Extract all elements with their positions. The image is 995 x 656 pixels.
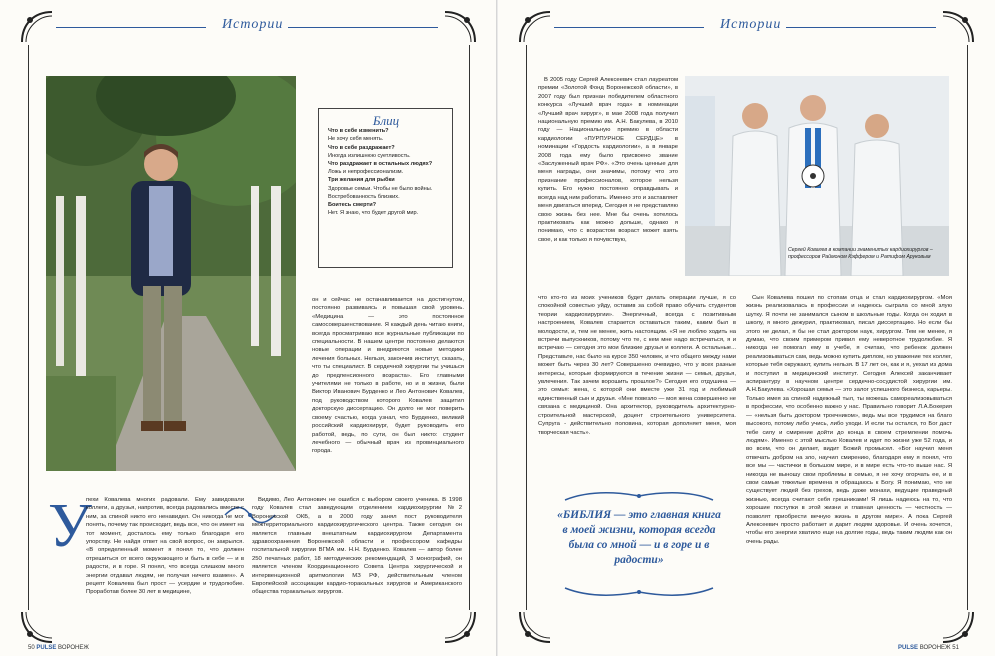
blitz-question: Что в себе изменить? — [328, 128, 389, 135]
header-rule — [786, 27, 936, 28]
paragraph: В 2005 году Сергей Алексеевич стал лауреатом премии «Золотой Фонд Воронежской области», в 2007 году был признан победителем областного конкурса «Лучший врач года» в номинации «Лучший врач хирург», в мае 2008 года получил национальную премию им. А.Н. Бакулева, в 2010 году — Национальную премию в области кардиологии «ПУРПУРНОЕ СЕРДЦЕ» в номинации «Гордость кардиологии», а в январе 2008 года ему было присвоено звание «Заслуженный врач РФ». «Это очень ценные для меня награды, они значимы, потому что это признание профессионалов, которое нельзя купить. Его нужно постоянно оправдывать и всегда над ним работать. Именно это и заставляет меня двигаться вперед. Сегодня я не представляю свою жизнь без нее. Мне бы очень хотелось практиковать как можно дольше, однако я понимаю, что с возрастом возраст может взять свое, и как только я почувствую, — [538, 77, 678, 243]
article-column — [538, 294, 736, 486]
paragraph: что кто-то из моих учеников будет делать операции лучше, я со спокойной совестью уйду, оставив за собой право обучать студентов теории кардиохирургии». Энергичный, всегда с позитивным настроением, Ковалев старается оставаться таким, каким был в молодости, и, тем не менее, жить настоящим. «Я не люблю ходить на встречи выпускников, потому что те, с кем мне надо встречаться, я и встречаю — сегодня это мои близкие друзья и коллеги. А остальные... Представьте, нас было на курсе 350 человек, и что общего между нами может быть через 30 лет? Совершенно очевидно, что у всех разные интересы, которые формируются в течение жизни — семья, друзья, увлечения. Так зачем ворошить прошлое?» Сегодня его отдушина — это семья: жена, с которой они вместе уже 31 год и любимый единственный сын и друзья. «Мне повезло — моя жена совершенно не связана с медициной. Она архитектор, руководитель архитектурно-строительной мастерской, доцент строительного университета. Супруга - действительно половина, которая дополняет меня, моя творческая часть». — [538, 295, 736, 436]
paragraph: он и сейчас не останавливается на достигнутом, постоянно развиваясь и повышая свой уровень. «Медицина — это постоянное самосовершенствование. Я каждый день читаю книги, всегда просматриваю все журнальные публикации по специальности. В нашем центре постоянно делаются новые операции и внедряются новые методики лечения больных. Нельзя, закончив институт, сказать, что ты специалист. В сердечной хирургии ты учишься до предпенсионного возраста». Его главными учителями не только в работе, но и в жизни, были Виктор Иванович Бурденко и Лео Антонович Ковалев, под руководством которого Ковалев защитил докторскую диссертацию. Он долго не мог поверить своему счастью, когда узнал, что Бурденко, великий российский кардиохирург, будет руководить его работой, ведь, по сути, он был никто: студент лечебного — обычный врач из провинциального города. — [312, 297, 464, 455]
header-rule — [554, 27, 704, 28]
header-rule — [56, 27, 206, 28]
blitz-title: Блиц — [372, 113, 400, 128]
ornament-corner-icon — [20, 10, 54, 44]
ornament-corner-icon — [941, 10, 975, 44]
brand-city: ВОРОНЕЖ — [919, 645, 951, 651]
brand-name: PULSE — [898, 645, 919, 651]
frame-line — [526, 45, 527, 610]
header-rule — [288, 27, 438, 28]
article-column — [252, 496, 462, 614]
page-footer — [28, 645, 89, 651]
blitz-question: Что раздражает в остальных людях? — [328, 161, 433, 168]
page-number: 50 — [28, 645, 35, 651]
blitz-answer: Ложь и непрофессионализм. — [328, 169, 404, 176]
frame-line — [469, 45, 470, 610]
portrait-photo — [46, 76, 296, 471]
paragraph: пехи Ковалева многих радовали. Ему завидовали коллеги, а друзья, напротив, всегда радовались вместе с ним, за спиной никто его ненавидел. Он никогда не мог понять, почему так происходит, ведь все, что он имеет на тот момент, досталось ему только благодаря его упорству. Не найдя ответ на свой вопрос, он закрылся. «В определенный момент я понял то, что должен отрешиться от всего окружающего и быть в себе — и в радости, и в горе. Я понял, что всегда слишком много энергии отдавал людям, не получая ничего взамен». А рецепт Ковалева был прост — усердие и трудолюбие. Проработав более 30 лет в медицине, — [86, 497, 244, 596]
blitz-answer: Не хочу себя менять. — [328, 136, 384, 143]
ornament-corner-icon — [443, 610, 477, 644]
article-column — [48, 492, 244, 614]
article-column — [538, 76, 678, 288]
paragraph: Видимо, Лео Антонович не ошибся с выбором своего ученика. В 1998 году Ковалев стал заведующим отделением кардиохирургии №2 Воронежской ОКБ, а в 2000 году занял пост руководителя межтерриториального кардиохирургического центра. Также сегодня он является главным внештатным кардиохирургом Департамента здравоохранения Воронежской области и профессором кафедры госпитальной хирургии ВГМА им. Н.Н. Бурденко. Ковалев — автор более 250 печатных работ, 18 методических рекомендаций, 3 монографий, он является членом Координационного Совета Центра хирургической и интервенционной аритмологии МЗ РФ, действительным членом Европейской ассоциации кардио-торакальных хирургов и Американского общества торакальных хирургов. — [252, 497, 462, 596]
frame-line — [967, 45, 968, 610]
pull-quote: «БИБЛИЯ — это главная книга в моей жизни, которая всегда была со мной — и в горе и в радости» — [557, 509, 721, 566]
brand-city: ВОРОНЕЖ — [58, 645, 89, 651]
brand-name: PULSE — [36, 645, 57, 651]
blitz-answer: Нет. Я знаю, что будет другой мир. — [328, 210, 419, 217]
blitz-question: Что в себе раздражает? — [328, 144, 395, 151]
page-footer — [898, 645, 959, 651]
article-column — [746, 294, 952, 614]
article-column — [312, 296, 464, 488]
ornament-corner-icon — [941, 610, 975, 644]
blitz-answer: Здоровье семьи. Чтобы не было войны. Востребованность близких. — [328, 185, 433, 200]
doctors-photo — [685, 76, 949, 276]
drop-cap: У — [48, 492, 92, 560]
frame-line — [28, 45, 29, 610]
page-number: 51 — [952, 645, 959, 651]
ornament-corner-icon — [20, 610, 54, 644]
ornament-corner-icon — [443, 10, 477, 44]
left-page — [0, 0, 497, 656]
ornament-corner-icon — [518, 10, 552, 44]
blitz-box — [318, 108, 453, 268]
blitz-question: Три желания для рыбки — [328, 177, 395, 184]
blitz-answer: Иногда излишнюю суетливость. — [328, 152, 411, 159]
blitz-question: Боитесь смерти? — [328, 202, 377, 209]
section-title: Истории — [720, 17, 782, 32]
paragraph: Сын Ковалева пошел по стопам отца и стал кардиохирургом. «Моя жизнь реализовалась в профессии и надеюсь сыграла со мной злую шутку. Я почти не занимался сыном в школьные годы. Когда он ходил в школу, я много дежурил, практиковал, писал диссертацию. Но если бы этого не делал, я бы не стал доктором наук, хирургом. Тем не менее, я думаю, что своим примером привил ему неверотное трудолюбие. Я никогда не помогал ему в учебе, я считаю, что ребенок должен реализовываться сам, ведь можно купить диплом, но уважение тех коллег, которые тебя окружают, купить нельзя. В 17 лет он, как и я, уехал из дома и поступил в медицинский институт. Сегодня Алексей заканчивает аспирантуру в научном центре сердечно-сосудистой хирургии им. А.Н.Бакулева. «Хорошая семья — это залог успешного бизнеса, карьеры. Только имея за спиной надежный тыл, ты можешь самореализовываться в профессии, что особенно важно у нас. Правильно говорит Л.А.Бокерия — «нельзя быть доктором троечником», ведь мы все трудимся на благо высокого, потому либо учись, либо уходи. И если ты остался, то Бог даст тебе силу и смирение дойти до конца в своем стремлении помочь людям». Именно с этой мыслью Ковалев и идет по жизни уже 52 года, и во всем, что он делает, видит Божий промысел. «Бог научил меня отвечать добром на зло, научил смирению, благодаря ему я понял, что все мы — частички в большом мире, и в мире есть что-то выше нас. Я никогда не выношу свои проблемы в семью, я не хочу огорчать ее, и в свои самые тяжелые времена я обращаюсь к Богу. Я понимаю, что не существует людей без грехов, ведь даже монахи, ведущие праведный жизнью, всегда считают себя грешниками! Я лишь надеюсь на то, что хорошие поступки в этой жизни и главная ценность — честность — позволят приобрести вечную жизнь в другом мире». А пока Сергей Алексеевич просто работает и дарит людям здоровье. И очень хочется, чтобы его энергии хватило еще на долгие годы, ведь таким людям как он очень рады. — [746, 295, 952, 545]
photo-caption: Сергей Ковалев в компании знаменитых кардиохирургов – профессоров Раймоном Кэффером и Ратифом Аруковым — [788, 247, 933, 260]
section-title: Истории — [222, 17, 284, 32]
ornament-corner-icon — [518, 610, 552, 644]
